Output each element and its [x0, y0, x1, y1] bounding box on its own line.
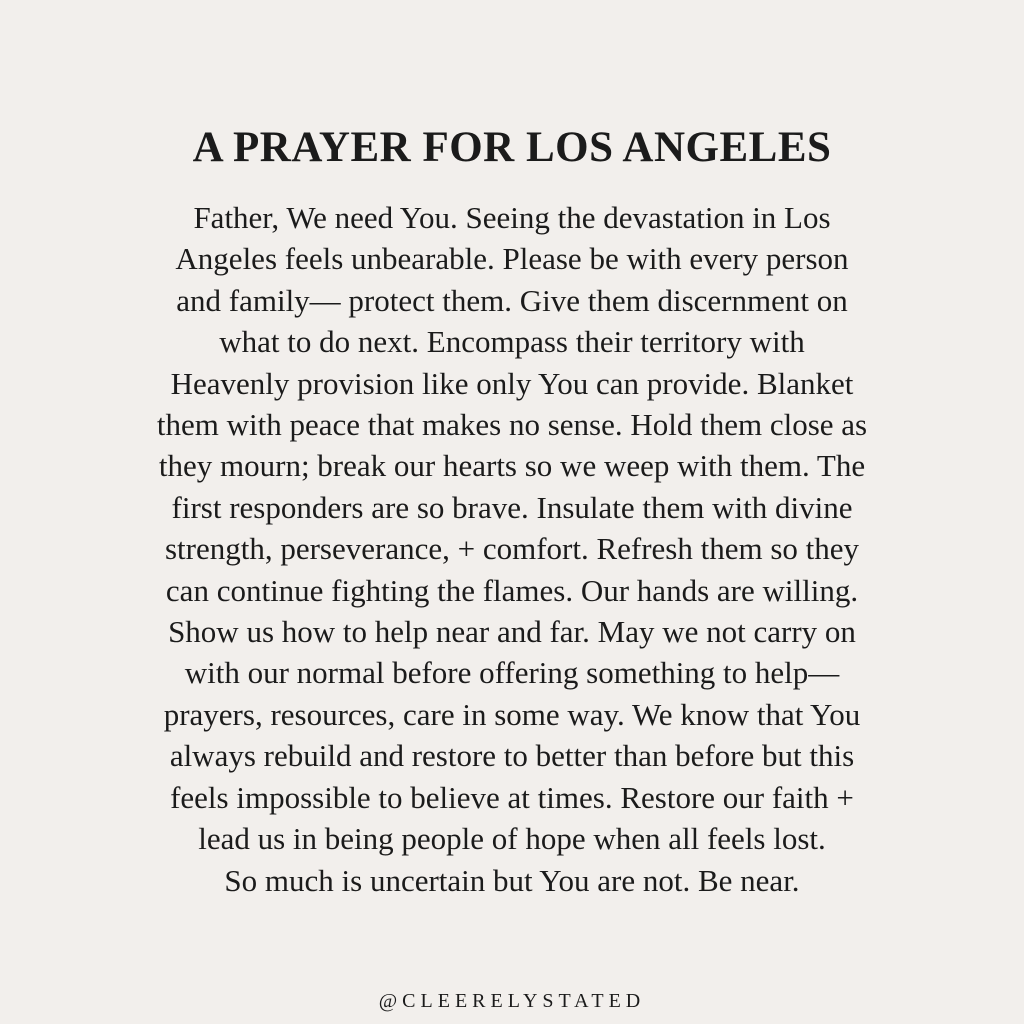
page-title: A PRAYER FOR LOS ANGELES — [192, 124, 832, 171]
prayer-line: Heavenly provision like only You can provide. Blanket — [170, 365, 854, 401]
prayer-line: first responders are so brave. Insulate them with divine — [171, 489, 853, 525]
prayer-line: prayers, resources, care in some way. We know that You — [163, 696, 861, 732]
prayer-line: Show us how to help near and far. May we not carry on — [168, 614, 856, 650]
prayer-text — [0, 197, 1024, 901]
prayer-line: feels impossible to believe at times. Restore our faith + — [170, 779, 854, 815]
prayer-line: can continue fighting the flames. Our hands are willing. — [165, 572, 859, 608]
prayer-line: and family— protect them. Give them discernment on — [176, 282, 848, 318]
prayer-line: Father, We need You. Seeing the devastation in Los — [193, 200, 831, 235]
prayer-line: So much is uncertain but You are not. Be near. — [224, 862, 800, 898]
prayer-line: lead us in being people of hope when all feels lost. — [198, 821, 826, 857]
prayer-line: with our normal before offering something to help— — [184, 655, 840, 691]
prayer-line: them with peace that makes no sense. Hold them close as — [156, 407, 868, 443]
prayer-line: strength, perseverance, + comfort. Refresh them so they — [164, 531, 860, 567]
prayer-line: what to do next. Encompass their territory with — [219, 324, 805, 360]
account-handle: @CLEERELYSTATED — [378, 990, 646, 1012]
prayer-line: Angeles feels unbearable. Please be with every person — [175, 241, 849, 277]
prayer-line: always rebuild and restore to better than before but this — [169, 738, 855, 774]
prayer-line: they mourn; break our hearts so we weep with them. The — [158, 448, 866, 484]
